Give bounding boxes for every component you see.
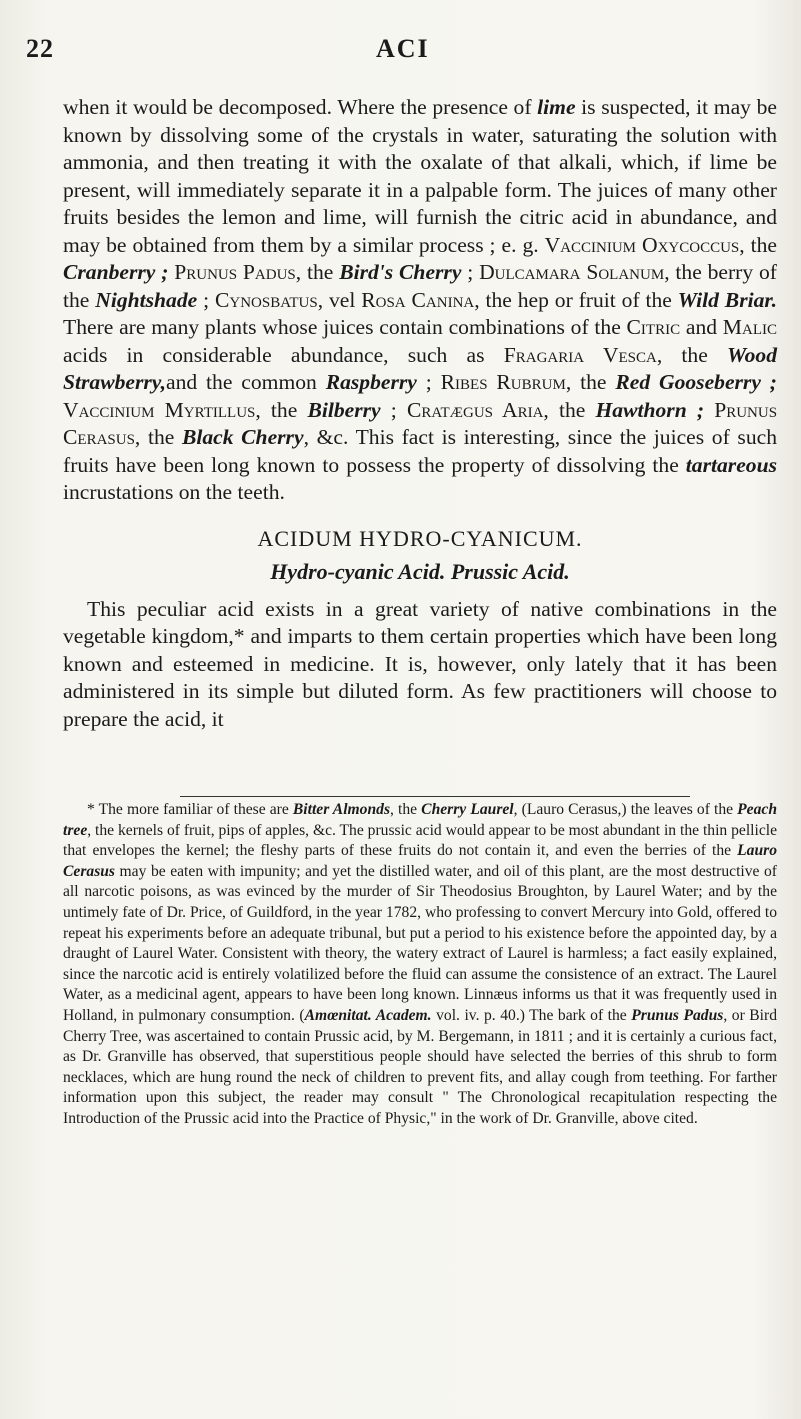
page-header	[26, 34, 761, 74]
page-number: 22	[26, 34, 54, 63]
footnote-text: * The more familiar of these are Bitter Almonds, the Cherry Laurel, (Lauro Cerasus,) the leaves of the Peach tree, the kernels of fruit, pips of apples, &c. The prussic acid would appear to be most abundant in the thin pellicle that envelopes the kernel; the fleshy parts of these fruits do not contain it, and even the berries of the Lauro Cerasus may be eaten with impunity; and yet the distilled water, and oil of this plant, are the most destructive of all narcotic poisons, as was evinced by the murder of Sir Theodosius Broughton, by Laurel Water; and by the untimely fate of Dr. Price, of Guildford, in the year 1782, who professing to convert Mercury into Gold, offered to repeat his experiments before an adequate tribunal, but put a period to his existence before the appointed day, by a draught of Laurel Water. Consistent with theory, the watery extract of Laurel is harmless; a fact easily explained, since the narcotic acid is entirely volatilized before the fluid can assume the consistence of an extract. The Laurel Water, as a medicinal agent, appears to have been long known. Linnæus informs us that it was frequently used in Holland, in pulmonary consumption. (Amœnitat. Academ. vol. iv. p. 40.) The bark of the Prunus Padus, or Bird Cherry Tree, was ascertained to contain Prussic acid, by M. Bergemann, in 1811 ; and it is certainly a curious fact, as Dr. Granville has observed, that superstitious people should have selected the berries of this shrub to form necklaces, which are hung round the neck of children to prevent fits, and allay cough from teething. For farther information upon this subject, the reader may consult " The Chronological recapitulation respecting the Introduction of the Prussic acid into the Practice of Physic," in the work of Dr. Granville, above cited.	[63, 801, 778, 1127]
paragraph-prussic-acid: This peculiar acid exists in a great variety of native combinations in the vegetable kingdom,* and imparts to them certain properties which have been long known and esteemed in medicine. It is, however, only lately that it has been administered in its simple but diluted form. As few practitioners will choose to prepare the acid, it	[63, 596, 777, 731]
paragraph-citric-acid: when it would be decomposed. Where the presence of lime is suspected, it may be known by dissolving some of the crystals in water, saturating the solution with ammonia, and then treating it with the oxalate of that alkali, which, if lime be present, will immediately separate it in a palpable form. The juices of many other fruits besides the lemon and lime, will furnish the citric acid in abundance, and may be obtained from them by a similar process ; e. g. Vaccinium Oxycoccus, the Cranberry ; Prunus Padus, the Bird's Cherry ; Dulcamara Solanum, the berry of the Nightshade ; Cynosbatus, vel Rosa Canina, the hep or fruit of the Wild Briar. There are many plants whose juices contain combinations of the Citric and Malic acids in considerable abundance, such as Fragaria Vesca, the Wood Strawberry,and the common Raspberry ; Ribes Rubrum, the Red Gooseberry ; Vaccinium Myrtillus, the Bilberry ; Cratægus Aria, the Hawthorn ; Prunus Cerasus, the Black Cherry, &c. This fact is interesting, since the juices of such fruits have been long known to possess the property of dissolving the tartareous incrustations on the teeth.	[63, 95, 778, 504]
section-title: ACIDUM HYDRO-CYANICUM.	[257, 525, 583, 551]
main-text	[63, 94, 777, 733]
section-subtitle: Hydro-cyanic Acid. Prussic Acid.	[270, 559, 570, 584]
footnote-divider	[180, 796, 690, 797]
running-head: ACI	[376, 34, 430, 63]
footnote	[63, 800, 777, 1130]
